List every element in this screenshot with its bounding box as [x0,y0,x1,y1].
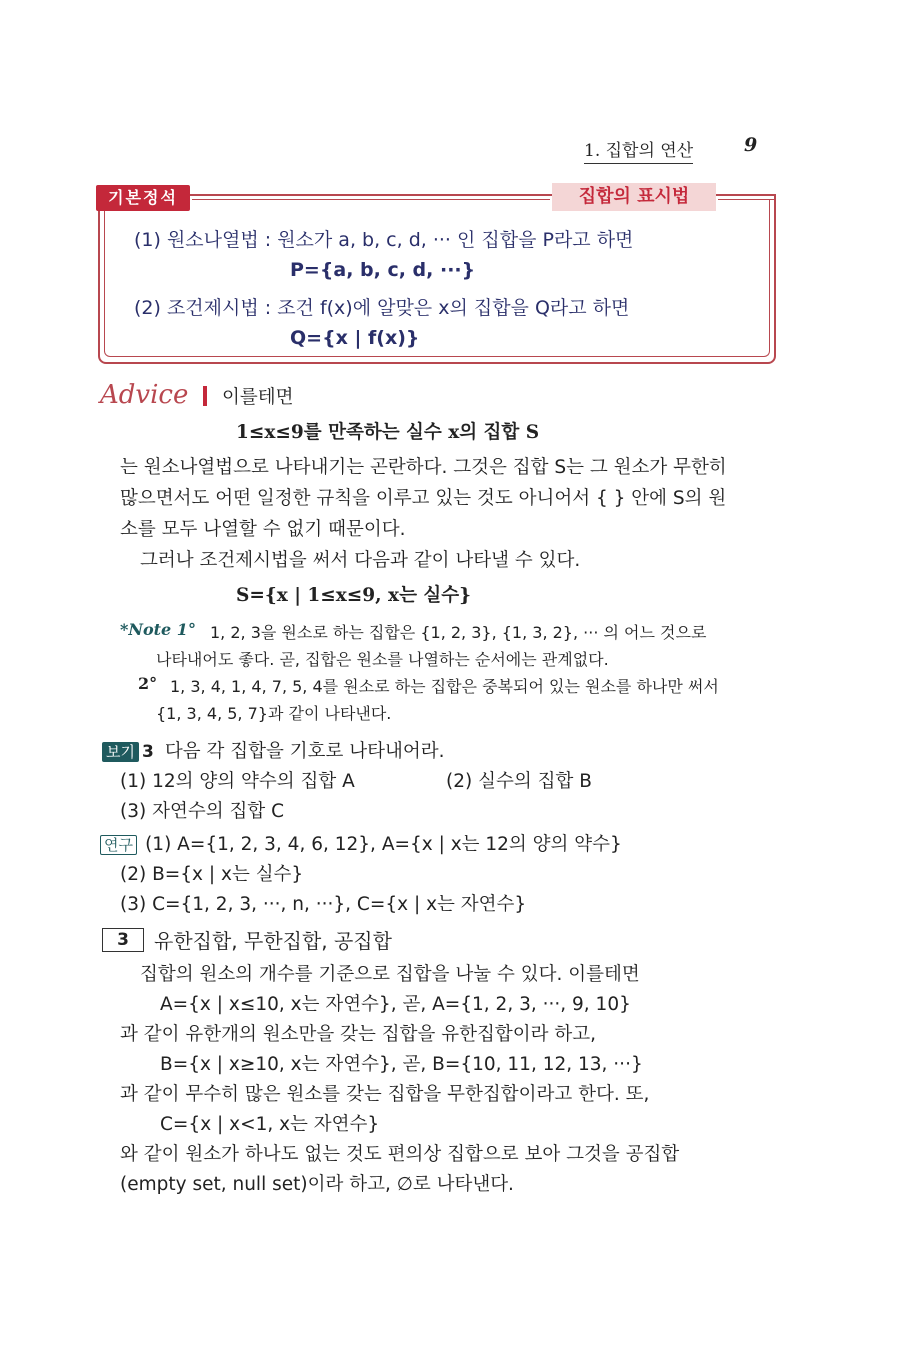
note-1-line-1: 1, 2, 3을 원소로 하는 집합은 {1, 2, 3}, {1, 3, 2}, ··· 의 어느 것으로 [210,623,707,642]
box-line-4: Q={x | f(x)} [290,327,420,349]
advice-paragraph-line-4: 그러나 조건제시법을 써서 다음과 같이 나타낼 수 있다. [140,550,581,571]
section-title: 유한집합, 무한집합, 공집합 [154,929,392,953]
section-text-5: (empty set, null set)이라 하고, ∅로 나타낸다. [120,1174,514,1195]
solution-line-2: (2) B={x | x는 실수} [120,864,304,885]
section-text-4: 와 같이 원소가 하나도 없는 것도 편의상 집합으로 보아 그것을 공집합 [120,1144,680,1165]
box-line-2: P={a, b, c, d, ···} [290,259,476,281]
solution-row-1 [100,830,622,856]
advice-paragraph-line-3: 소를 모두 나열할 수 없기 때문이다. [120,519,406,540]
solution-line-1: (1) A={1, 2, 3, 4, 6, 12}, A={x | x는 12의 양의 약수} [145,834,622,855]
advice-logo: Advice [100,380,189,410]
note-2-line-2: {1, 3, 4, 5, 7}과 같이 나타낸다. [156,704,392,723]
running-header: 1. 집합의 연산 [584,136,693,161]
example-number: 3 [141,742,154,762]
note-2-line-1: 1, 3, 4, 1, 4, 7, 5, 4를 원소로 하는 집합은 중복되어 있는 원소를 하나만 써서 [170,677,719,696]
advice-paragraph-line-1: 는 원소나열법으로 나타내기는 곤란하다. 그것은 집합 S는 그 원소가 무한히 [120,457,727,478]
section-set-c: C={x | x<1, x는 자연수} [160,1114,380,1135]
section-set-a: A={x | x≤10, x는 자연수}, 곧, A={1, 2, 3, ···, 9, 10} [160,994,631,1015]
box-top-rule [192,195,550,200]
note-label: *Note 1° [120,620,196,639]
advice-condition-2: S={x | 1≤x≤9, x는 실수} [236,585,472,606]
section-text-3: 과 같이 무수히 많은 원소를 갖는 집합을 무한집합이라고 한다. 또, [120,1084,650,1105]
box-line-3: (2) 조건제시법 : 조건 f(x)에 알맞은 x의 집합을 Q라고 하면 [134,297,630,319]
example-item-1: (1) 12의 양의 약수의 집합 A [120,771,355,792]
section-text-2: 과 같이 유한개의 원소만을 갖는 집합을 유한집합이라 하고, [120,1024,596,1045]
solution-line-3: (3) C={1, 2, 3, ···, n, ···}, C={x | x는 자연수} [120,894,527,915]
example-item-3: (3) 자연수의 집합 C [120,801,284,822]
note-2-label: 2° [138,674,158,693]
box-label-badge: 기본정석 [96,185,190,211]
example-item-2: (2) 실수의 집합 B [446,771,592,792]
advice-condition-1: 1≤x≤9를 만족하는 실수 x의 집합 S [236,422,540,443]
note-1-line-2: 나타내어도 좋다. 곧, 집합은 원소를 나열하는 순서에는 관계없다. [156,650,609,669]
advice-divider [203,386,207,406]
page-number: 9 [744,134,758,156]
section-number-box: 3 [102,928,144,952]
example-header [102,737,445,763]
section-set-b: B={x | x≥10, x는 자연수}, 곧, B={10, 11, 12, 13, ···} [160,1054,643,1075]
box-top-rule-right [718,195,776,200]
solution-tag: 연구 [100,835,137,855]
example-question: 다음 각 집합을 기호로 나타내어라. [164,741,445,762]
box-line-1: (1) 원소나열법 : 원소가 a, b, c, d, ··· 인 집합을 P라고 하면 [134,229,634,251]
advice-intro: 이를테면 [222,387,294,408]
section-text-1: 집합의 원소의 개수를 기준으로 집합을 나눌 수 있다. 이를테면 [140,964,640,985]
advice-paragraph-line-2: 많으면서도 어떤 일정한 규칙을 이루고 있는 것도 아니어서 { } 안에 S의 원 [120,488,727,509]
example-tag: 보기 [102,742,139,762]
box-title: 집합의 표시법 [578,186,690,207]
